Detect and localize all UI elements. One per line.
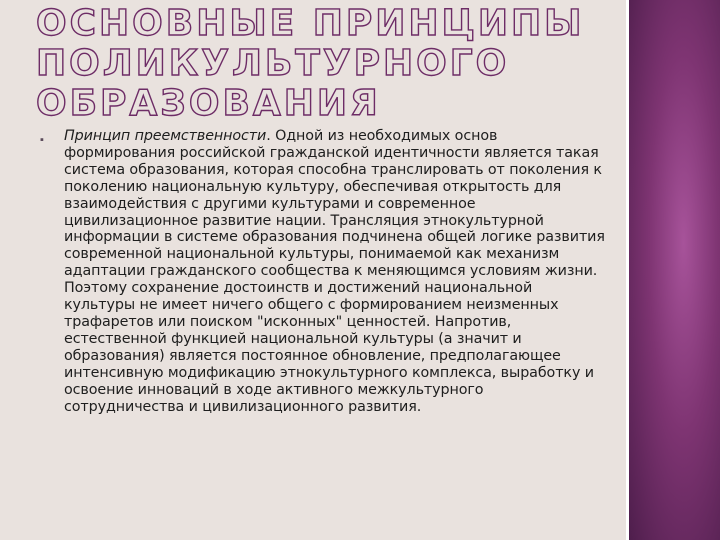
bullet-icon: ▪ — [40, 134, 44, 146]
principle-description: . Одной из необходимых основ формирования российской гражданской идентичности является такая система образования, которая способна транслировать от поколения к поколению национальную культуру, обеспечивая открытость для взаимодействия с другими культурами и современное цивилизационное развитие нации. Трансляция этнокультурной информации в системе образования подчинена общей логике развития современной национальной культуры, понимаемой как механизм адаптации гражданского сообщества к меняющимся условиям жизни. Поэтому сохранение достоинств и достижений национальной культуры не имеет ничего общего с формированием неизменных трафаретов или поиском "исконных" ценностей. Напротив, естественной функцией национальной культуры (а значит и образования) является постоянное обновление, предполагающее интенсивную модификацию этнокультурного комплекса, выработку и освоение инноваций в ходе активного межкультурного сотрудничества и цивилизационного развития. — [64, 128, 605, 415]
decorative-side-panel — [629, 0, 720, 540]
bullet-text — [64, 128, 605, 415]
principle-name: Принцип преемственности — [64, 128, 267, 144]
title-line-1: ОСНОВНЫЕ ПРИНЦИПЫ — [36, 3, 585, 44]
slide-title — [36, 4, 616, 124]
title-line-3: ОБРАЗОВАНИЯ — [36, 83, 381, 124]
bullet-list — [40, 128, 605, 415]
bullet-item — [40, 128, 605, 415]
title-line-2: ПОЛИКУЛЬТУРНОГО — [36, 43, 510, 84]
